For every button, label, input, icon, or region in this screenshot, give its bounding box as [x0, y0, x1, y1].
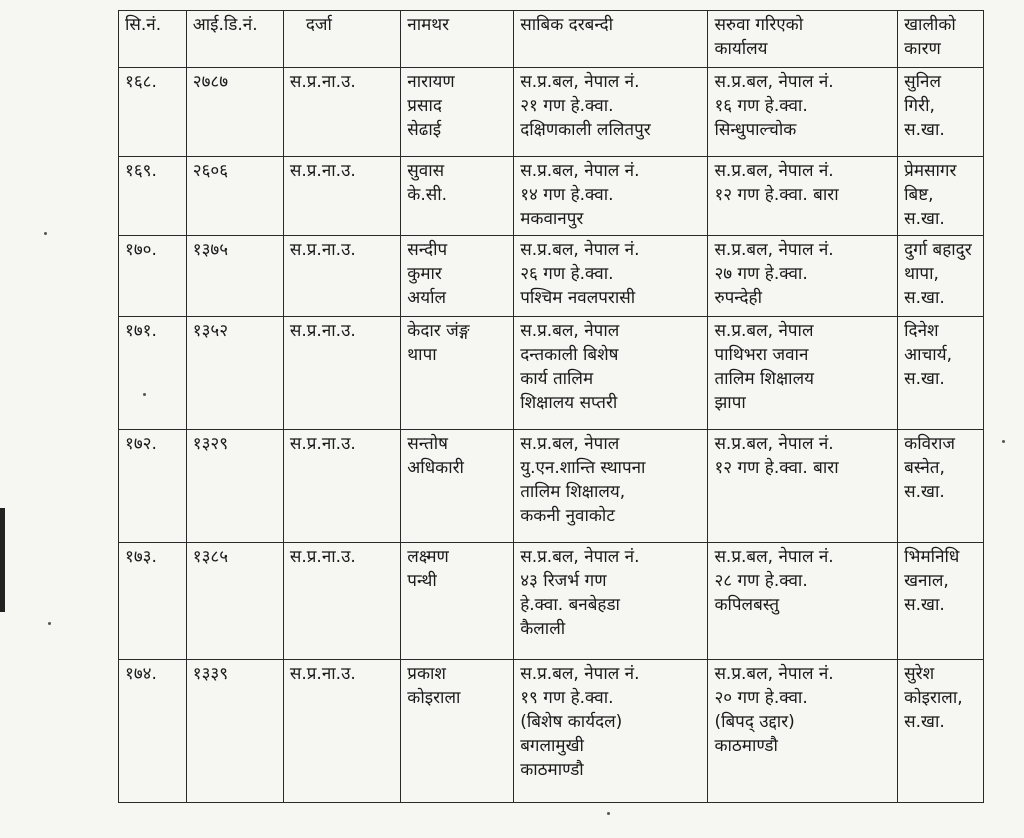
- serial-number-cell: [119, 430, 187, 543]
- previous-post-cell-line: तालिम शिक्षालय,: [520, 482, 626, 502]
- transferred-office-cell-line: झापा: [714, 393, 746, 413]
- transfer-roster-table: [118, 10, 984, 803]
- previous-post-cell-line: स.प्र.बल, नेपाल नं.: [520, 161, 640, 181]
- header-serial-number: सि.नं.: [119, 11, 187, 68]
- name-cell-line: थापा: [407, 345, 437, 365]
- name-cell-line: कुमार: [407, 264, 442, 284]
- vacancy-reason-cell-line: सुरेश: [904, 664, 935, 684]
- serial-number-cell: [119, 317, 187, 430]
- rank-cell: [283, 543, 400, 660]
- transferred-office-cell-line: स.प्र.बल, नेपाल नं.: [714, 547, 834, 567]
- vacancy-reason-cell: [898, 157, 984, 236]
- transferred-office-cell-line: स.प्र.बल, नेपाल नं.: [714, 664, 834, 684]
- id-number-cell-line: १३३९: [192, 664, 229, 684]
- name-cell-line: नारायण: [407, 72, 455, 92]
- rank-cell: [283, 660, 400, 803]
- previous-post-cell-line: बगलामुखी: [520, 736, 584, 756]
- previous-post-cell: [514, 68, 708, 157]
- rank-cell-line: स.प्र.ना.उ.: [289, 547, 356, 567]
- vacancy-reason-cell-line: स.खा.: [904, 712, 945, 732]
- name-cell: [401, 157, 514, 236]
- table-row: [119, 543, 984, 660]
- id-number-cell: [186, 543, 283, 660]
- vacancy-reason-cell-line: स.खा.: [904, 120, 945, 140]
- id-number-cell-line: २७८७: [192, 72, 229, 92]
- transferred-office-cell-line: २० गण हे.क्वा.: [714, 688, 808, 708]
- rank-cell: [283, 317, 400, 430]
- previous-post-cell-line: १९ गण हे.क्वा.: [520, 688, 614, 708]
- vacancy-reason-cell-line: गिरी,: [904, 96, 935, 116]
- transferred-office-cell-line: रुपन्देही: [714, 288, 762, 308]
- id-number-cell-line: २६०६: [192, 161, 229, 181]
- name-cell-line: प्रकाश: [407, 664, 446, 684]
- vacancy-reason-cell: [898, 543, 984, 660]
- name-cell-line: अर्याल: [407, 288, 447, 308]
- serial-number-cell-line: १६८.: [125, 72, 157, 92]
- transferred-office-cell-line: तालिम शिक्षालय: [714, 369, 814, 389]
- id-number-cell-line: १३७५: [192, 240, 229, 260]
- id-number-cell: [186, 236, 283, 317]
- transferred-office-cell-line: पाथिभरा जवान: [714, 345, 809, 365]
- header-transferred-office: सरुवा गरिएको कार्यालय: [708, 11, 898, 68]
- previous-post-cell-line: शिक्षालय सप्तरी: [520, 393, 618, 413]
- transferred-office-cell: [708, 236, 898, 317]
- vacancy-reason-cell-line: स.खा.: [904, 369, 945, 389]
- scan-speck: [1002, 440, 1005, 443]
- serial-number-cell: [119, 68, 187, 157]
- transferred-office-cell: [708, 660, 898, 803]
- rank-cell: [283, 157, 400, 236]
- id-number-cell-line: १३८५: [192, 547, 229, 567]
- vacancy-reason-cell-line: स.खा.: [904, 595, 945, 615]
- vacancy-reason-cell-line: खनाल,: [904, 571, 949, 591]
- previous-post-cell-line: ४३ रिजर्भ गण: [520, 571, 607, 591]
- transferred-office-cell: [708, 317, 898, 430]
- transferred-office-cell-line: स.प्र.बल, नेपाल नं.: [714, 434, 834, 454]
- id-number-cell-line: १३२९: [192, 434, 229, 454]
- name-cell-line: सेढाई: [407, 120, 442, 140]
- rank-cell-line: स.प्र.ना.उ.: [289, 72, 356, 92]
- transferred-office-cell-line: सिन्धुपाल्चोक: [714, 120, 797, 140]
- vacancy-reason-cell-line: कविराज: [904, 434, 956, 454]
- serial-number-cell-line: १७२.: [125, 434, 157, 454]
- header-name: नामथर: [401, 11, 514, 68]
- table-row: [119, 157, 984, 236]
- transferred-office-cell-line: काठमाण्डौ: [714, 736, 778, 756]
- id-number-cell: [186, 317, 283, 430]
- previous-post-cell-line: स.प्र.बल, नेपाल नं.: [520, 72, 640, 92]
- previous-post-cell-line: दन्तकाली बिशेष: [520, 345, 619, 365]
- vacancy-reason-cell: [898, 236, 984, 317]
- previous-post-cell-line: कैलाली: [520, 619, 566, 639]
- vacancy-reason-cell-line: स.खा.: [904, 288, 945, 308]
- previous-post-cell-line: यु.एन.शान्ति स्थापना: [520, 458, 646, 478]
- name-cell: [401, 236, 514, 317]
- previous-post-cell-line: स.प्र.बल, नेपाल नं.: [520, 547, 640, 567]
- transferred-office-cell: [708, 68, 898, 157]
- transferred-office-cell-line: स.प्र.बल, नेपाल नं.: [714, 72, 834, 92]
- table-row: [119, 236, 984, 317]
- serial-number-cell-line: १६९.: [125, 161, 157, 181]
- vacancy-reason-cell-line: भिमनिधि: [904, 547, 960, 567]
- previous-post-cell-line: हे.क्वा. बनबेहडा: [520, 595, 620, 615]
- vacancy-reason-cell: [898, 68, 984, 157]
- table-row: [119, 430, 984, 543]
- vacancy-reason-cell: [898, 430, 984, 543]
- transferred-office-cell: [708, 430, 898, 543]
- previous-post-cell: [514, 317, 708, 430]
- previous-post-cell-line: स.प्र.बल, नेपाल नं.: [520, 664, 640, 684]
- name-cell-line: सन्दीप: [407, 240, 448, 260]
- serial-number-cell: [119, 660, 187, 803]
- previous-post-cell-line: १४ गण हे.क्वा.: [520, 185, 614, 205]
- rank-cell: [283, 430, 400, 543]
- roster-body: [119, 68, 984, 803]
- name-cell-line: लक्ष्मण: [407, 547, 449, 567]
- previous-post-cell-line: २१ गण हे.क्वा.: [520, 96, 614, 116]
- transferred-office-cell: [708, 157, 898, 236]
- name-cell-line: के.सी.: [407, 185, 448, 205]
- vacancy-reason-cell-line: कोइराला,: [904, 688, 963, 708]
- previous-post-cell-line: स.प्र.बल, नेपाल: [520, 321, 620, 341]
- name-cell-line: केदार जंङ्ग: [407, 321, 470, 341]
- name-cell: [401, 660, 514, 803]
- name-cell-line: सुवास: [407, 161, 445, 181]
- header-previous-post: साबिक दरबन्दी: [514, 11, 708, 68]
- transferred-office-cell-line: २८ गण हे.क्वा.: [714, 571, 808, 591]
- name-cell-line: कोइराला: [407, 688, 461, 708]
- serial-number-cell: [119, 543, 187, 660]
- vacancy-reason-cell-line: स.खा.: [904, 209, 945, 229]
- header-rank: दर्जा: [283, 11, 400, 68]
- vacancy-reason-cell-line: स.खा.: [904, 482, 945, 502]
- transferred-office-cell-line: १२ गण हे.क्वा. बारा: [714, 458, 839, 478]
- id-number-cell: [186, 660, 283, 803]
- transferred-office-cell-line: स.प्र.बल, नेपाल: [714, 321, 814, 341]
- previous-post-cell-line: स.प्र.बल, नेपाल नं.: [520, 240, 640, 260]
- table-row: [119, 68, 984, 157]
- previous-post-cell-line: २६ गण हे.क्वा.: [520, 264, 614, 284]
- previous-post-cell: [514, 543, 708, 660]
- name-cell: [401, 68, 514, 157]
- header-row: [119, 11, 984, 68]
- rank-cell-line: स.प्र.ना.उ.: [289, 240, 356, 260]
- rank-cell-line: स.प्र.ना.उ.: [289, 161, 356, 181]
- id-number-cell-line: १३५२: [192, 321, 229, 341]
- previous-post-cell-line: काठमाण्डौ: [520, 760, 584, 780]
- header-id-number: आई.डि.नं.: [186, 11, 283, 68]
- vacancy-reason-cell-line: आचार्य,: [904, 345, 952, 365]
- name-cell-line: सन्तोष: [407, 434, 448, 454]
- rank-cell-line: स.प्र.ना.उ.: [289, 321, 356, 341]
- header-vacancy-reason: खालीको कारण: [898, 11, 984, 68]
- previous-post-cell-line: मकवानपुर: [520, 209, 584, 229]
- previous-post-cell-line: दक्षिणकाली ललितपुर: [520, 120, 651, 140]
- transferred-office-cell-line: (बिपद् उद्दार): [714, 712, 795, 732]
- vacancy-reason-cell: [898, 317, 984, 430]
- name-cell-line: अधिकारी: [407, 458, 464, 478]
- transferred-office-cell-line: स.प्र.बल, नेपाल नं.: [714, 240, 834, 260]
- vacancy-reason-cell-line: सुनिल: [904, 72, 941, 92]
- previous-post-cell-line: कार्य तालिम: [520, 369, 594, 389]
- transferred-office-cell-line: स.प्र.बल, नेपाल नं.: [714, 161, 834, 181]
- transferred-office-cell-line: कपिलबस्तु: [714, 595, 780, 615]
- transferred-office-cell-line: १६ गण हे.क्वा.: [714, 96, 808, 116]
- previous-post-cell-line: (बिशेष कार्यदल): [520, 712, 623, 732]
- serial-number-cell-line: १७१.: [125, 321, 157, 341]
- rank-cell-line: स.प्र.ना.उ.: [289, 664, 356, 684]
- vacancy-reason-cell-line: दिनेश: [904, 321, 939, 341]
- serial-number-cell: [119, 236, 187, 317]
- previous-post-cell-line: पश्चिम नवलपरासी: [520, 288, 636, 308]
- scan-speck: [48, 622, 51, 625]
- previous-post-cell: [514, 660, 708, 803]
- name-cell-line: पन्थी: [407, 571, 437, 591]
- table-row: [119, 660, 984, 803]
- name-cell: [401, 430, 514, 543]
- vacancy-reason-cell-line: बिष्ट,: [904, 185, 934, 205]
- serial-number-cell-line: १७०.: [125, 240, 157, 260]
- vacancy-reason-cell-line: दुर्गा बहादुर: [904, 240, 972, 260]
- name-cell: [401, 317, 514, 430]
- name-cell-line: प्रसाद: [407, 96, 442, 116]
- transferred-office-cell: [708, 543, 898, 660]
- transferred-office-cell-line: १२ गण हे.क्वा. बारा: [714, 185, 839, 205]
- previous-post-cell-line: स.प्र.बल, नेपाल: [520, 434, 620, 454]
- rank-cell-line: स.प्र.ना.उ.: [289, 434, 356, 454]
- serial-number-cell: [119, 157, 187, 236]
- vacancy-reason-cell-line: थापा,: [904, 264, 939, 284]
- rank-cell: [283, 236, 400, 317]
- rank-cell: [283, 68, 400, 157]
- previous-post-cell: [514, 430, 708, 543]
- previous-post-cell-line: ककनी नुवाकोट: [520, 506, 615, 526]
- previous-post-cell: [514, 236, 708, 317]
- scan-speck: [44, 232, 47, 235]
- previous-post-cell: [514, 157, 708, 236]
- vacancy-reason-cell: [898, 660, 984, 803]
- vacancy-reason-cell-line: बस्नेत,: [904, 458, 945, 478]
- transferred-office-cell-line: २७ गण हे.क्वा.: [714, 264, 808, 284]
- scan-speck: [607, 812, 610, 815]
- scan-page-edge: [0, 508, 5, 612]
- id-number-cell: [186, 157, 283, 236]
- vacancy-reason-cell-line: प्रेमसागर: [904, 161, 957, 181]
- id-number-cell: [186, 68, 283, 157]
- serial-number-cell-line: १७४.: [125, 664, 157, 684]
- id-number-cell: [186, 430, 283, 543]
- name-cell: [401, 543, 514, 660]
- table-row: [119, 317, 984, 430]
- serial-number-cell-line: १७३.: [125, 547, 157, 567]
